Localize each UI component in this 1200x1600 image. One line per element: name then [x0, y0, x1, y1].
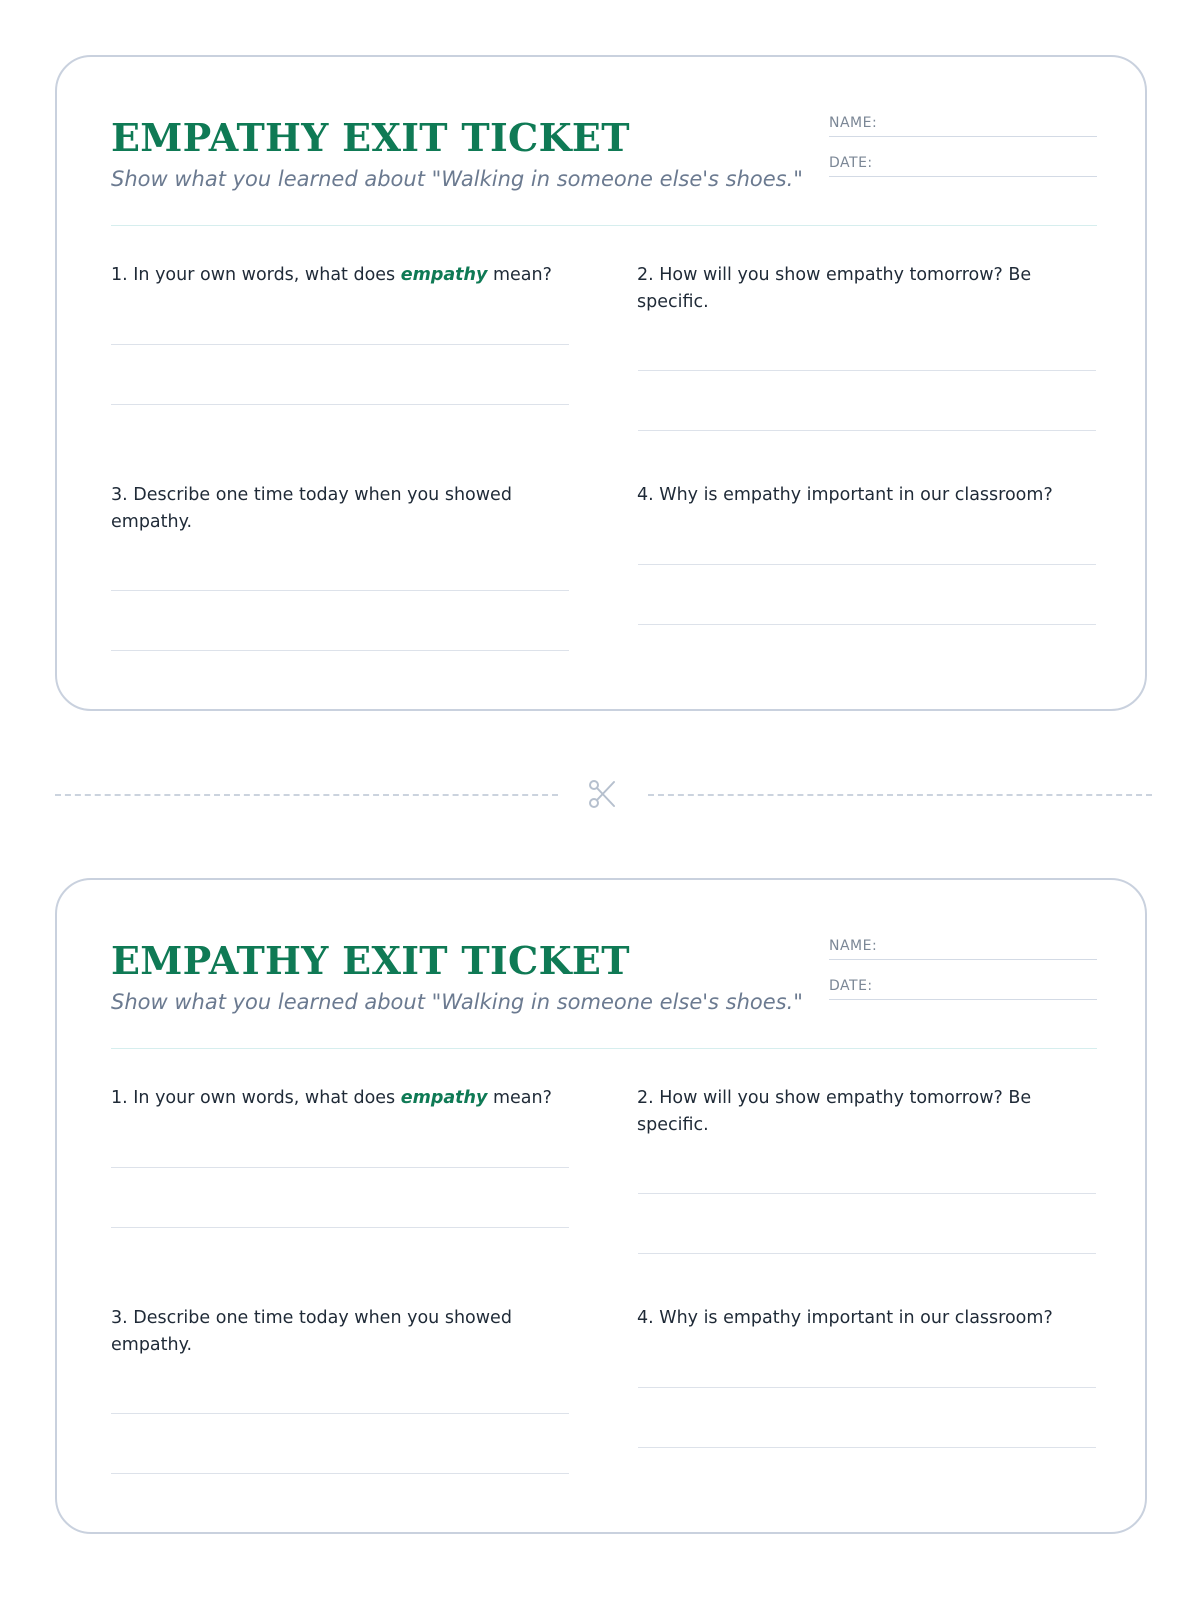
answer-line-2a[interactable]: [638, 370, 1096, 371]
date-field[interactable]: [829, 153, 1097, 177]
date-label: DATE:: [829, 978, 873, 994]
answer-line-2b[interactable]: [638, 1253, 1096, 1254]
answer-line-2a[interactable]: [638, 1193, 1096, 1194]
answer-line-2b[interactable]: [638, 430, 1096, 431]
answer-line-4b[interactable]: [638, 1447, 1096, 1448]
answer-line-1a[interactable]: [111, 1167, 569, 1168]
question-3: 3. Describe one time today when you showed empathy.: [111, 485, 512, 532]
answer-line-4a[interactable]: [638, 1387, 1096, 1388]
answer-line-3b[interactable]: [111, 650, 569, 651]
exit-ticket-2: [55, 878, 1147, 1534]
name-label: NAME:: [829, 115, 878, 131]
ticket-subtitle: Show what you learned about "Walking in someone else's shoes.": [111, 167, 803, 191]
answer-line-3a[interactable]: [111, 590, 569, 591]
answer-line-1a[interactable]: [111, 344, 569, 345]
question-1: 1. In your own words, what does empathy mean?: [111, 1088, 552, 1108]
answer-line-3a[interactable]: [111, 1413, 569, 1414]
header-divider: [111, 1048, 1097, 1049]
exit-ticket-1: [55, 55, 1147, 711]
date-label: DATE:: [829, 155, 873, 171]
answer-line-4a[interactable]: [638, 564, 1096, 565]
header-divider: [111, 225, 1097, 226]
name-label: NAME:: [829, 938, 878, 954]
question-2: 2. How will you show empathy tomorrow? Be specific.: [637, 1088, 1032, 1135]
answer-line-4b[interactable]: [638, 624, 1096, 625]
question-2: 2. How will you show empathy tomorrow? Be specific.: [637, 265, 1032, 312]
ticket-title: EMPATHY EXIT TICKET: [111, 115, 630, 160]
question-1: 1. In your own words, what does empathy mean?: [111, 265, 552, 285]
cut-line-left: [55, 794, 558, 796]
question-4: 4. Why is empathy important in our classroom?: [637, 485, 1053, 505]
date-field[interactable]: [829, 976, 1097, 1000]
name-field[interactable]: [829, 113, 1097, 137]
answer-line-3b[interactable]: [111, 1473, 569, 1474]
answer-line-1b[interactable]: [111, 404, 569, 405]
empathy-highlight: empathy: [400, 1088, 488, 1108]
ticket-subtitle: Show what you learned about "Walking in someone else's shoes.": [111, 990, 803, 1014]
name-field[interactable]: [829, 936, 1097, 960]
cut-line-right: [648, 794, 1152, 796]
scissors-icon: [587, 777, 619, 811]
question-4: 4. Why is empathy important in our classroom?: [637, 1308, 1053, 1328]
empathy-highlight: empathy: [400, 265, 488, 285]
ticket-title: EMPATHY EXIT TICKET: [111, 938, 630, 983]
question-3: 3. Describe one time today when you showed empathy.: [111, 1308, 512, 1355]
answer-line-1b[interactable]: [111, 1227, 569, 1228]
